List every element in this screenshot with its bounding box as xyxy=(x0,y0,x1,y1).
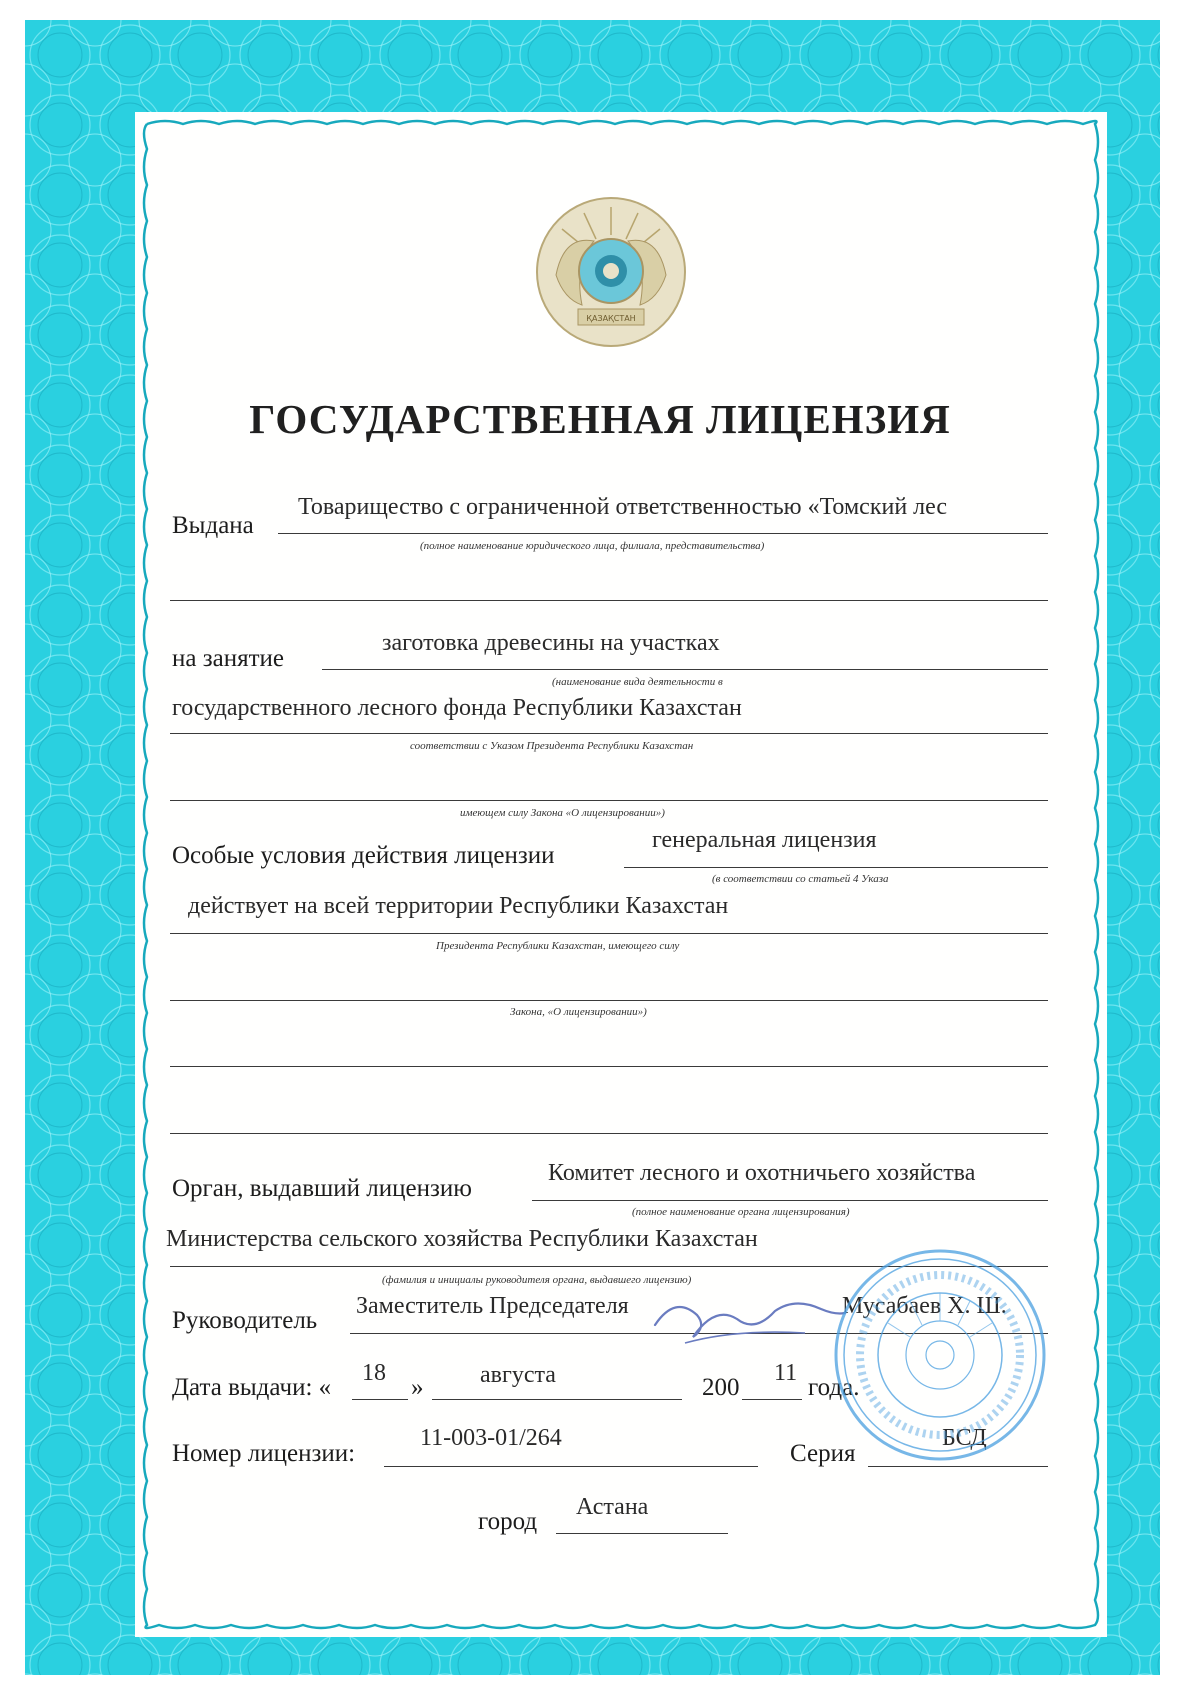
issue-date-day-line xyxy=(352,1399,408,1400)
signature xyxy=(645,1285,855,1355)
blank-line xyxy=(170,1133,1048,1134)
issued-to-label: Выдана xyxy=(172,512,254,539)
special-conditions-caption3: Закона, «О лицензировании») xyxy=(510,1006,647,1018)
authority-value-line2: Министерства сельского хозяйства Республики Казахстан xyxy=(166,1226,758,1252)
series-label: Серия xyxy=(790,1440,856,1467)
series-value: БСД xyxy=(942,1425,987,1451)
issue-date-month: августа xyxy=(480,1362,556,1388)
authority-caption2: (фамилия и инициалы руководителя органа, выдавшего лицензию) xyxy=(382,1274,692,1286)
blank-line xyxy=(170,1066,1048,1067)
authority-label: Орган, выдавший лицензию xyxy=(172,1175,472,1202)
activity-label: на занятие xyxy=(172,645,284,672)
city-value: Астана xyxy=(576,1494,649,1520)
special-conditions-value-line1: генеральная лицензия xyxy=(652,827,877,853)
activity-value-line2: государственного лесного фонда Республики Казахстан xyxy=(172,695,742,721)
svg-text:ҚАЗАҚСТАН: ҚАЗАҚСТАН xyxy=(586,314,636,323)
issued-to-line xyxy=(278,533,1048,534)
license-number-line xyxy=(384,1466,758,1467)
issue-date-year-suffix: 11 xyxy=(774,1360,798,1386)
city-line xyxy=(556,1533,728,1534)
issue-date-label: Дата выдачи: « xyxy=(172,1374,332,1401)
activity-value-line1: заготовка древесины на участках xyxy=(382,630,720,656)
activity-caption3: имеющем силу Закона «О лицензировании») xyxy=(460,807,665,819)
activity-caption1: (наименование вида деятельности в xyxy=(552,676,723,688)
authority-line1 xyxy=(532,1200,1048,1201)
issue-date-month-line xyxy=(432,1399,682,1400)
official-round-stamp xyxy=(830,1245,1050,1465)
activity-line1 xyxy=(322,669,1048,670)
special-conditions-line2 xyxy=(170,933,1048,934)
activity-caption2: соответствии с Указом Президента Республики Казахстан xyxy=(410,740,694,752)
head-name: Мусабаев Х. Ш. xyxy=(842,1293,1007,1319)
authority-value-line1: Комитет лесного и охотничьего хозяйства xyxy=(548,1160,976,1186)
issue-date-day: 18 xyxy=(362,1360,386,1386)
special-conditions-value-line2: действует на всей территории Республики Казахстан xyxy=(188,893,729,919)
special-conditions-caption2: Президента Республики Казахстан, имеющего силу xyxy=(436,940,680,952)
issue-date-quote-close: » xyxy=(411,1374,424,1401)
issued-to-value: Товарищество с ограниченной ответственностью «Томский лес xyxy=(298,494,948,520)
special-conditions-caption1: (в соответствии со статьей 4 Указа xyxy=(712,873,889,885)
head-label: Руководитель xyxy=(172,1307,318,1334)
special-conditions-line3 xyxy=(170,1000,1048,1001)
license-number-value: 11-003-01/264 xyxy=(420,1425,562,1451)
state-emblem-seal xyxy=(534,195,688,349)
activity-line2 xyxy=(170,733,1048,734)
special-conditions-label: Особые условия действия лицензии xyxy=(172,842,555,869)
issue-date-year-line xyxy=(742,1399,802,1400)
blank-line xyxy=(170,600,1048,601)
document-title: ГОСУДАРСТВЕННАЯ ЛИЦЕНЗИЯ xyxy=(249,396,951,442)
issue-date-year-prefix: 200 xyxy=(702,1374,740,1401)
special-conditions-line1 xyxy=(624,867,1048,868)
authority-caption1: (полное наименование органа лицензирования) xyxy=(632,1206,850,1218)
series-line xyxy=(868,1466,1048,1467)
activity-line3 xyxy=(170,800,1048,801)
head-position: Заместитель Председателя xyxy=(356,1293,629,1319)
license-number-label: Номер лицензии: xyxy=(172,1440,356,1467)
issue-date-year-word: года. xyxy=(808,1374,860,1401)
city-label: город xyxy=(478,1508,538,1535)
issued-to-caption: (полное наименование юридического лица, филиала, представительства) xyxy=(420,540,765,552)
